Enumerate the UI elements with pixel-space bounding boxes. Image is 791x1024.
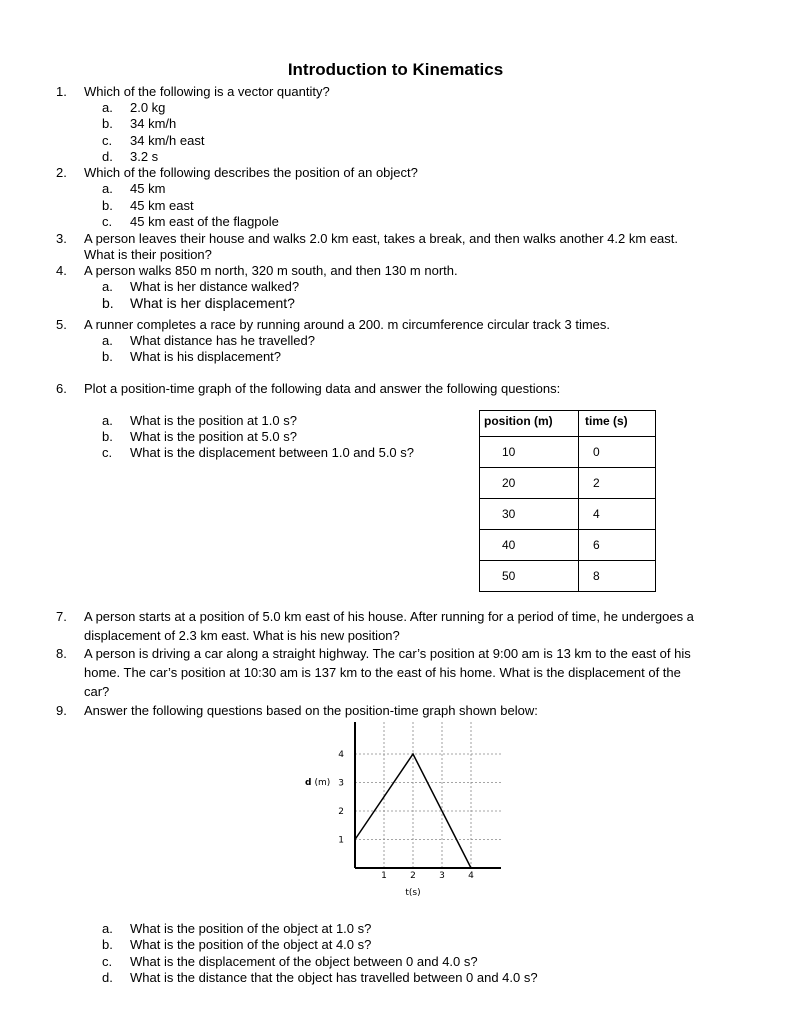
y-tick-label: 4 [338,750,344,760]
table-cell: 50 [480,561,579,592]
table-cell: 8 [579,561,656,592]
question-text: Which of the following is a vector quantity? [84,84,330,99]
table-cell: 6 [579,530,656,561]
table-row [480,468,656,499]
table-cell: 0 [579,437,656,468]
grid [355,722,501,868]
x-axis-label: t(s) [405,888,421,898]
x-tick-label: 1 [381,871,387,881]
table-header: position (m) [480,411,579,437]
table-cell: 40 [480,530,579,561]
table-row [480,437,656,468]
table-cell: 2 [579,468,656,499]
table-row [480,499,656,530]
table-header: time (s) [579,411,656,437]
x-tick-label: 4 [468,871,474,881]
y-tick-label: 1 [338,835,344,846]
page-title: Introduction to Kinematics [287,60,504,79]
table-cell: 30 [480,499,579,530]
table-cell: 10 [480,437,579,468]
table-cell: 20 [480,468,579,499]
y-axis-label: d (m) [305,778,331,788]
table-header-row [480,411,656,437]
x-tick-label: 3 [439,871,445,881]
question-number: 1. [56,84,67,99]
x-tick-label: 2 [410,871,416,881]
table-row [480,530,656,561]
table-row [480,561,656,592]
position-time-graph [295,715,515,905]
position-time-table [479,410,656,592]
y-tick-label: 2 [338,807,344,817]
y-tick-label: 3 [338,778,344,789]
table-cell: 4 [579,499,656,530]
